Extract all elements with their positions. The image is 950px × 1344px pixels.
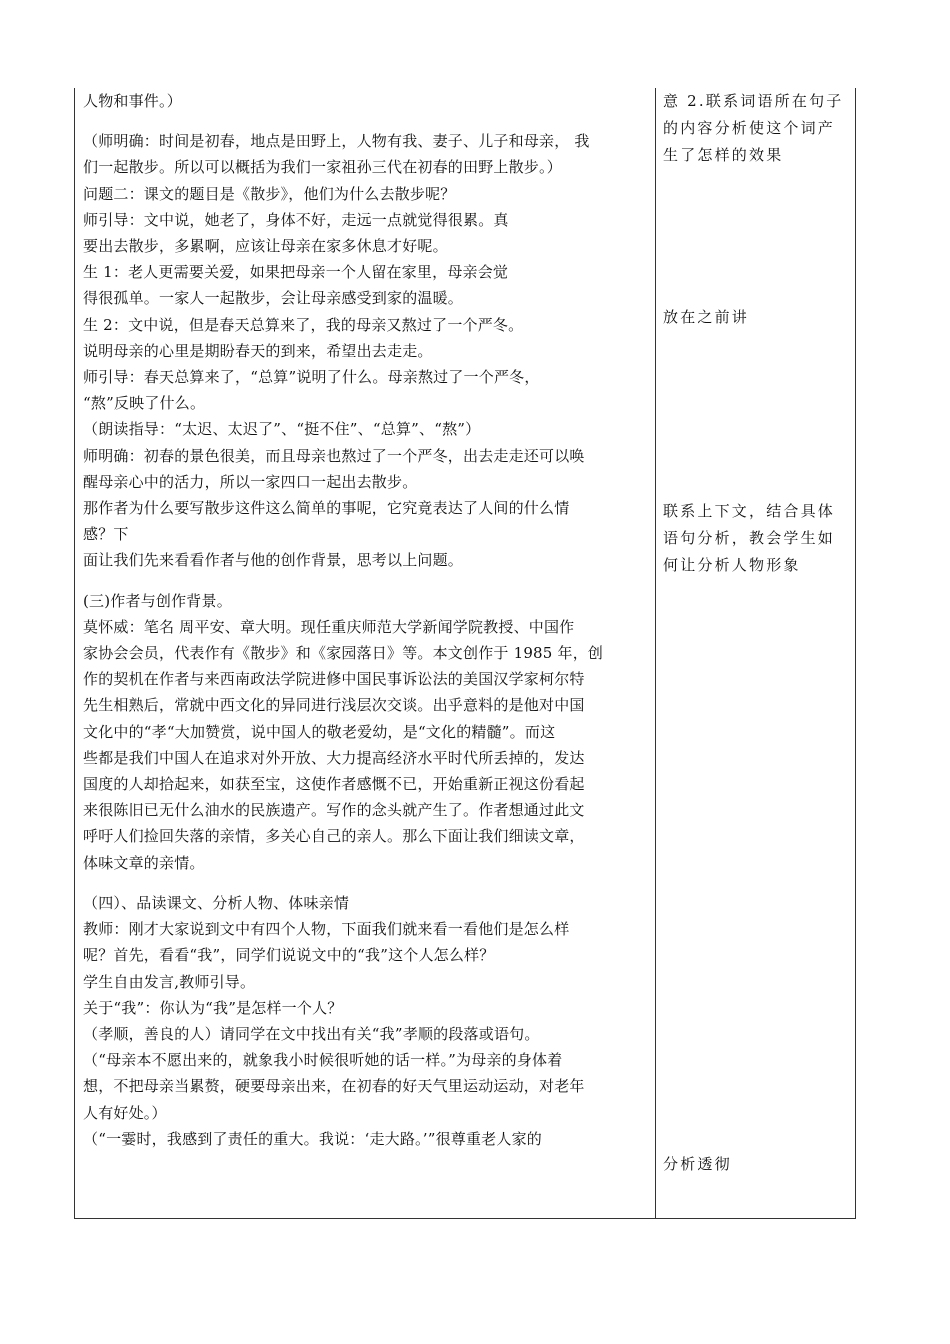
text-line: 关于“我”：你认为“我”是怎样一个人？ [83,998,343,1017]
text-line: （孝顺，善良的人）请同学在文中找出有关“我”孝顺的段落或语句。 [83,1024,540,1043]
text-line: 莫怀威：笔名 周平安、章大明。现任重庆师范大学新闻学院教授、中国作 [83,617,575,636]
paragraph-3 [83,588,649,876]
text-line: 先生相熟后，常就中西文化的异同进行浅层次交谈。出乎意料的是他对中国 [83,696,585,715]
text-line: 人物和事件。） [83,92,182,110]
text-line: 想，不把母亲当累赘，硬要母亲出来，在初春的好天气里运动运动，对老年 [83,1077,585,1096]
text-line: “熬”反映了什么。 [83,394,206,413]
text-line: 学生自由发言,教师引导。 [83,972,256,991]
section-heading: （四）、品读课文、分析人物、体味亲情 [83,893,350,912]
section-heading: (三)作者与创作背景。 [83,591,232,610]
text-line: 得很孤单。一家人一起散步，会让母亲感受到家的温暖。 [83,289,464,308]
paragraph-2 [83,128,649,573]
text-line: 教师：刚才大家说到文中有四个人物，下面我们就来看一看他们是怎么样 [83,920,570,939]
text-line: 师引导：春天总算来了，“总算”说明了什么。母亲熬过了一个严冬， [83,368,540,387]
text-line: （“母亲本不愿出来的，就象我小时候很听她的话一样。”为母亲的身体着 [83,1051,563,1070]
text-line: （“一霎时，我感到了责任的重大。我说：‘走大路。’”很尊重老人家的 [83,1129,542,1148]
text-line: 体味文章的亲情。 [83,853,205,872]
teaching-content-column [83,88,649,1152]
text-line: 些都是我们中国人在追求对外开放、大力提高经济水平时代所丢掉的，发达 [83,748,585,767]
text-line: 文化中的“孝“大加赞赏，说中国人的敬老爱幼，是“文化的精髓”。而这 [83,722,556,741]
text-line: 感？下 [83,525,129,544]
text-line: 醒母亲心中的活力，所以一家四口一起出去散步。 [83,472,418,491]
paragraph-4 [83,890,649,1152]
text-line: 人有好处。） [83,1103,167,1122]
text-line: 师明确：初春的景色很美，而且母亲也熬过了一个严冬，出去走走还可以唤 [83,446,585,465]
note-thorough: 分析透彻 [663,1155,732,1173]
note-order: 放在之前讲 [663,308,750,326]
lesson-plan-table [74,88,856,1219]
text-line: 生 1：老人更需要关爱，如果把母亲一个人留在家里，母亲会觉 [83,263,509,282]
text-line: 问题二：课文的题目是《散步》，他们为什么去散步呢？ [83,184,456,203]
text-line: 呼吁人们捡回失落的亲情，多关心自己的亲人。那么下面让我们细读文章， [83,827,585,846]
text-line: 呢？首先，看看“我”，同学们说说文中的“我”这个人怎么样？ [83,946,495,965]
text-line: 那作者为什么要写散步这件这么简单的事呢，它究竟表达了人间的什么情 [83,499,570,518]
text-line: 要出去散步，多累啊，应该让母亲在家多休息才好呢。 [83,237,448,256]
text-line: （朗读指导：“太迟、太迟了”、“挺不住”、“总算”、“熬”） [83,420,481,439]
text-line: （师明确：时间是初春，地点是田野上，人物有我、妻子、儿子和母亲， 我 [83,132,590,151]
text-line: 来很陈旧已无什么油水的民族遗产。写作的念头就产生了。作者想通过此文 [83,801,585,820]
note-word-effect: 意 2.联系词语所在句子的内容分析使这个词产生了怎样的效果 [663,92,844,164]
text-line: 家协会会员，代表作有《散步》和《家园落日》等。本文创作于 1985 年，创 [83,644,604,663]
text-line: 师引导：文中说，她老了，身体不好，走远一点就觉得很累。真 [83,210,509,229]
text-line: 面让我们先来看看作者与他的创作背景，思考以上问题。 [83,551,464,570]
text-line: 国度的人却拾起来，如获至宝，这使作者感慨不已，开始重新正视这份看起 [83,775,585,794]
paragraph-1 [83,88,649,114]
note-character-analysis: 联系上下文，结合具体语句分析，教会学生如何让分析人物形象 [663,502,836,574]
text-line: 们一起散步。所以可以概括为我们一家祖孙三代在初春的田野上散步。） [83,158,562,177]
text-line: 说明母亲的心里是期盼春天的到来，希望出去走走。 [83,341,433,360]
text-line: 生 2：文中说，但是春天总算来了，我的母亲又熬过了一个严冬。 [83,315,524,334]
column-divider [655,88,656,1218]
text-line: 作的契机在作者与来西南政法学院进修中国民事诉讼法的美国汉学家柯尔特 [83,670,585,689]
